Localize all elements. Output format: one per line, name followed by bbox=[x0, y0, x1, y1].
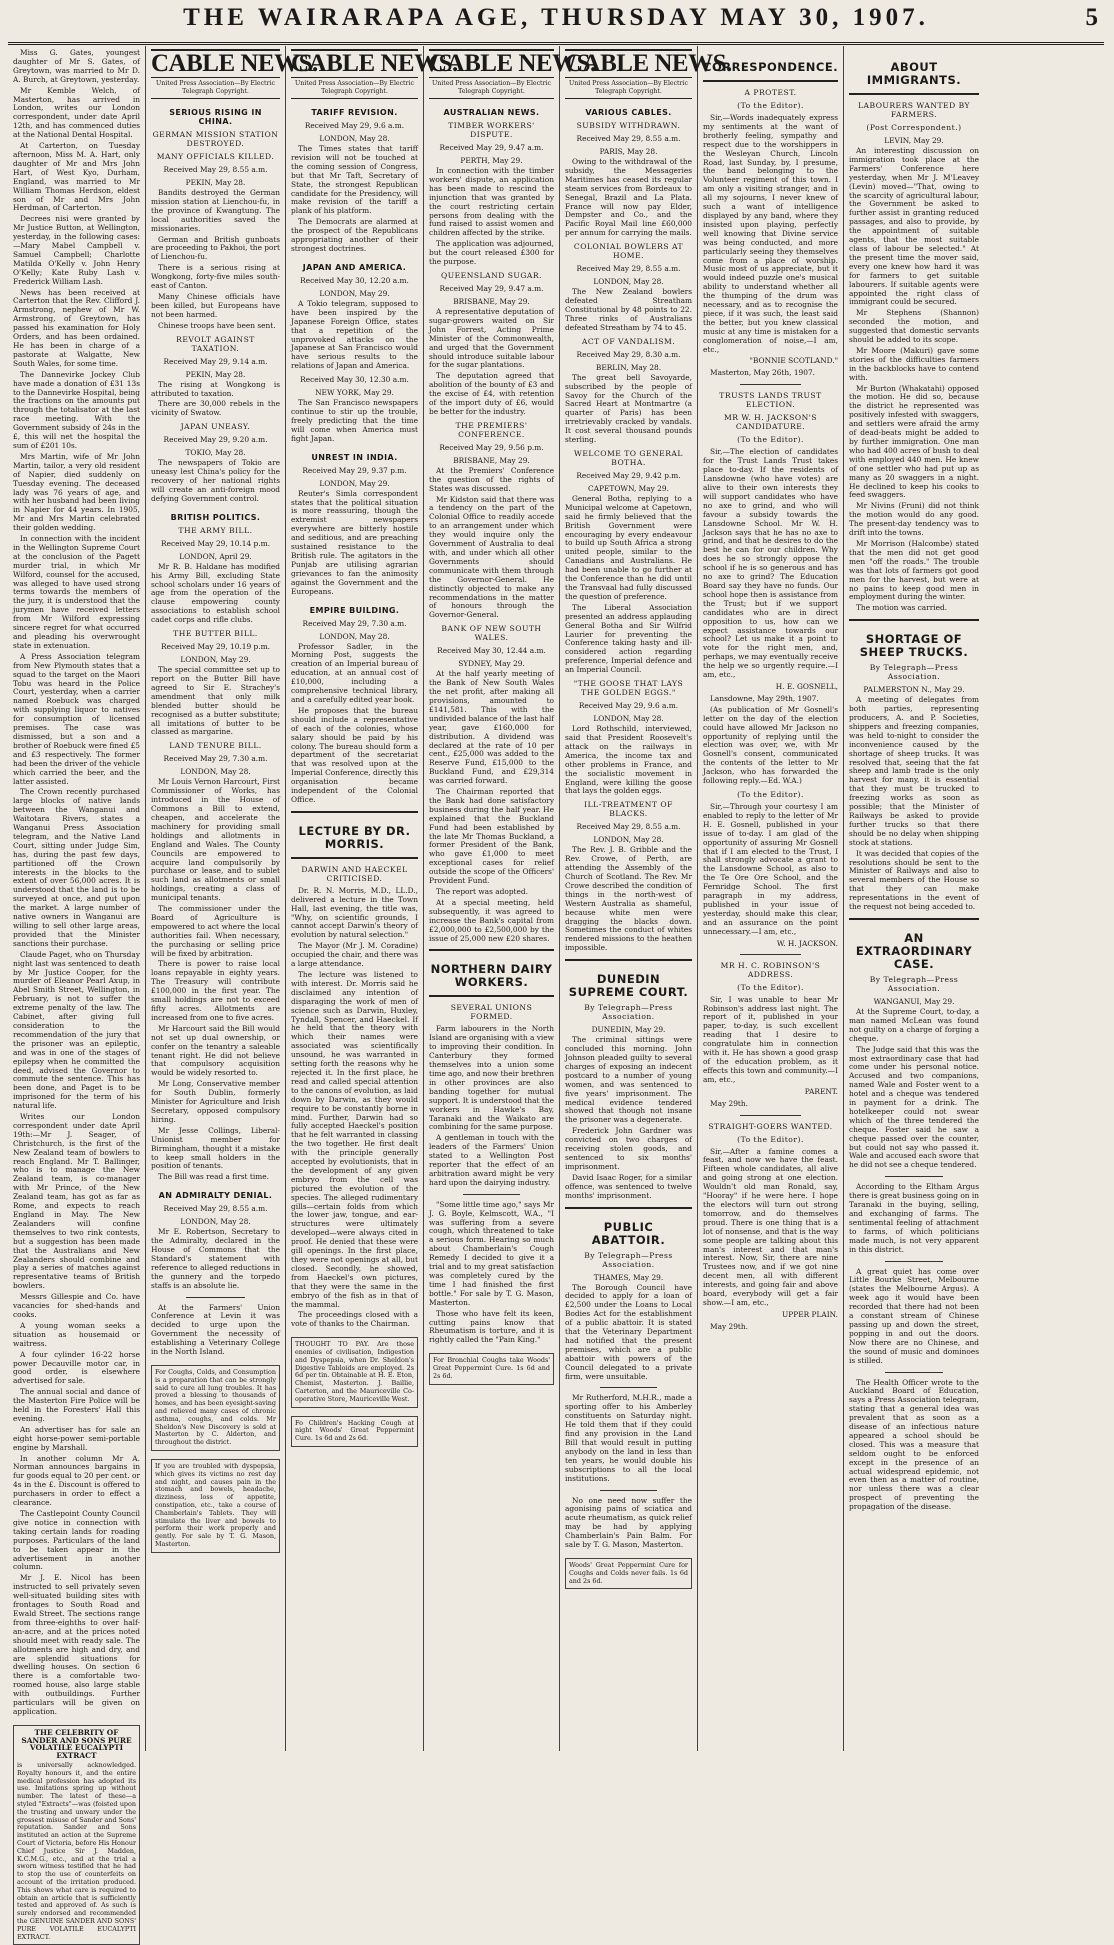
column-4 bbox=[424, 46, 596, 1751]
paragraph: Mr Burton (Whakatahi) opposed the motion. He did so, because the district he represented was positively infested with swaggers, and settlers were afraid the army of dead-beats might be added to by further immigration. One man who had 400 acres of bush to deal with employed 440 men. He knew of one settler who had put up as many as 20 swaggers in a night. He declined to keep his cooks to feed swaggers. bbox=[849, 383, 979, 500]
headline: VARIOUS CABLES. bbox=[585, 108, 672, 117]
paragraph: An advertiser has for sale an eight horse-power semi-portable engine by Marshall. bbox=[13, 1424, 140, 1452]
paragraph: Bandits destroyed the German mission station at Lienchou-fu, in the province of Kwangtung. The local authorities saved the missionaries. bbox=[151, 188, 280, 233]
paragraph: Mr Long, Conservative member for South Dublin, formerly Minister for Agriculture and Irish Secretary, opposed compulsory hiring. bbox=[151, 1079, 280, 1124]
dateline: PEKIN, May 28. bbox=[185, 178, 246, 187]
subheading: (To the Editor). bbox=[737, 1134, 804, 1144]
received-line: Received May 29, 9.47 a.m. bbox=[439, 283, 544, 293]
subheading: COLONIAL BOWLERS AT HOME. bbox=[573, 242, 684, 261]
paragraph: There are 30,000 rebels in the vicinity of Swatow. bbox=[151, 399, 280, 418]
dateline: SYDNEY, May 29. bbox=[458, 659, 525, 669]
divider bbox=[703, 80, 838, 82]
subheading: (To the Editor). bbox=[737, 435, 804, 445]
headline: UNREST IN INDIA. bbox=[311, 452, 398, 462]
headline: AN EXTRAORDINARY CASE. bbox=[855, 930, 973, 971]
divider bbox=[849, 918, 979, 920]
subheading: By Telegraph—Press Association. bbox=[869, 974, 959, 993]
received-line: Received May 29, 9.47 a.m. bbox=[439, 143, 544, 152]
paragraph: The deputation agreed that abolition of the bounty of £3 and the excise of £4, with retention of the import duty of £6, would be better for the industry. bbox=[429, 371, 554, 416]
paragraph: A great quiet has come over Little Bourke Street, Melbourne (states the Melbourne Argus). A week ago it would have been recorded that there had not been a constant stream of Chinese passing up and down the street, popping in and out the doors. Now there are no Chinese, and the sound of music and dominoes is stilled. bbox=[849, 1266, 979, 1365]
dateline: WANGANUI, May 29. bbox=[873, 996, 955, 1006]
paragraph: There is a serious rising at Wongkong, forty-five miles south-east of Canton. bbox=[151, 263, 280, 291]
received-line: Received May 29, 8.55 a.m. bbox=[163, 165, 268, 174]
subheading: TIMBER WORKERS' DISPUTE. bbox=[448, 121, 535, 139]
subheading: A PROTEST. bbox=[744, 88, 797, 97]
paragraph: The San Francisco newspapers continue to stir up the trouble, freely predicting that the time will come when America must fight Japan. bbox=[291, 398, 418, 443]
received-line: Received May 29, 9.37 p.m. bbox=[302, 465, 407, 475]
divider bbox=[740, 384, 801, 385]
paragraph: May 29th. bbox=[710, 1321, 748, 1331]
paragraph: The special committee set up to report on the Butter Bill have agreed to Sir E. Strachey's amendment that only milk blended butter should be recognised as a butter substitute; all imitations of butter to be classed as margarine. bbox=[151, 665, 280, 737]
divider bbox=[291, 857, 418, 859]
paragraph: A young woman seeks a situation as housemaid or waitress. bbox=[13, 1320, 140, 1348]
received-line: Received May 29, 10.14 p.m. bbox=[161, 538, 270, 548]
advertisement-body: is universally acknowledged. Royalty honours it, and the entire medical profession has adopted its use. Imitations spring up without number. The latest of these—a styled "Extracts"—was (foisted upon the trusting and unwary under the grossest misuse of Sander and Sons' reputation. Sander and Sons instituted an action at the Supreme Court of Victoria, before His Honour Chief Justice Sir J. Madden, K.C.M.G., etc., and at the trial a sworn witness testified that he had to stop the use of counterfeits on account of the irritation produced. This shows what care is required to obtain an article that is sufficiently tested and approved of. As such is surely endorsed and recommended the GENUINE SANDER AND SONS' PURE VOLATILE EUCALYPTI EXTRACT. bbox=[17, 1761, 136, 1941]
headline: SHORTAGE OF SHEEP TRUCKS. bbox=[859, 632, 969, 660]
dateline: CAPETOWN, May 29. bbox=[588, 483, 669, 493]
subheading: (To the Editor). bbox=[737, 982, 804, 992]
paragraph: The annual social and dance of the Masterton Fire Police will be held in the Foresters' Hall this evening. bbox=[13, 1387, 140, 1423]
divider bbox=[740, 1115, 801, 1116]
subheading: SUBSIDY WITHDRAWN. bbox=[576, 121, 681, 130]
paragraph: At the Supreme Court, to-day, a man named McLean was found not guilty on a charge of forging a cheque. bbox=[849, 1006, 979, 1043]
headline: LECTURE BY DR. MORRIS. bbox=[298, 823, 411, 851]
paragraph: Mr Moore (Makuri) gave some stories of the difficulties farmers in the backblocks have to contend with. bbox=[849, 345, 979, 382]
subheading: THE PREMIERS' CONFERENCE. bbox=[455, 420, 528, 439]
advertisement: If you are troubled with dyspepsia, which gives its victims no rest day and night, and causes pain in the stomach and bowels, headache, dizziness, loss of appetite, constipation, etc., take a course of Chamberlain's Tablets. They will stimulate the liver and bowels to perform their work properly and gently. For sale by T. G. Mason, Masterton. bbox=[151, 1459, 280, 1553]
signature: PARENT. bbox=[804, 1086, 838, 1096]
paragraph: In connection with the incident in the Wellington Supreme Court at the conclusion of the Pagett murder trial, in which Mr Wilford, counsel for the accused, was alleged to have used strong terms towards the members of the jury, it is understood that the jurymen have received letters from Mr Wilford expressing sincere regret for what occurred and pleading his overwrought state in extenuation. bbox=[13, 534, 140, 650]
received-line: Received May 29, 8.30 a.m. bbox=[576, 349, 681, 359]
divider bbox=[429, 949, 554, 951]
headline: EMPIRE BUILDING. bbox=[309, 605, 400, 615]
received-line: Received May 29, 9.6 a.m. bbox=[304, 121, 405, 130]
advertisement bbox=[13, 1725, 140, 1945]
received-line: Received May 29, 7.30 a.m. bbox=[302, 618, 407, 628]
advertisement-title: THE CELEBRITY OF SANDER AND SONS PURE VOLATILE EUCALYPTI EXTRACT bbox=[21, 1727, 132, 1761]
dateline: LONDON, May 28. bbox=[319, 631, 390, 641]
paragraph: A Tokio telegram, supposed to have been inspired by the Japanese Foreign Office, states that a repetition of the unprovoked attacks on the Japanese at San Francisco would have serious results to the relations of Japan and America. bbox=[291, 298, 418, 371]
subheading: By Telegraph—Press Association. bbox=[584, 1250, 673, 1269]
masthead-title: THE WAIRARAPA AGE, THURSDAY MAY 30, 1907. bbox=[183, 4, 929, 31]
dateline: LONDON, May 29. bbox=[180, 655, 251, 665]
paragraph: Sir,—Through your courtesy I am enabled to reply to the letter of Mr H. E. Gosnell, published in your issue of to-day. I am glad of the opportunity of assuring Mr Gosnell that if I am elected to the Trust, I shall strongly advocate a grant to the Lansdowne School, as also to the Te Ore Ore School, and the Fernridge School. The first paragraph in my address, published in your issue of yesterday, should make this clear, and an assurance on the point unnecessary.—I am, etc., bbox=[703, 802, 838, 936]
paragraph: The rising at Wongkong is attributed to taxation. bbox=[151, 379, 280, 398]
paragraph: The Chairman reported that the Bank had done satisfactory business during the half year. He explained that the Buckland Fund had been established by the late Mr Thomas Buckland, a former President of the Bank, who gave £1,000 to meet exceptional cases for relief outside the scope of the Officers' Provident Fund. bbox=[429, 787, 554, 886]
subheading: THE BUTTER BILL. bbox=[173, 629, 258, 639]
paragraph: Mr Nivins (Fruni) did not think the motion would do any good. The present-day tendency was to drift into the towns. bbox=[849, 501, 979, 538]
received-line: Received May 29, 8.55 a.m. bbox=[576, 134, 681, 143]
paragraph: Mr Morrison (Halcombe) stated that the men did not get good men "off the roads." The trouble was that lots of farmers got good men for the harvest, but were at no pains to keep good men in employment during the winter. bbox=[849, 538, 979, 602]
subheading: MANY OFFICIALS KILLED. bbox=[156, 152, 275, 161]
column-1 bbox=[8, 46, 146, 1941]
paragraph: Reuter's Simla correspondent states that the political situation is more reassuring, though the extremist newspapers everywhere are bitterly hostile and seditious, and are preaching sustained resistance to the British rule. The agitators in the Punjab are utilising agrarian grievances to fan the animosity against the Government and the Europeans. bbox=[291, 488, 418, 596]
subheading: MR H. C. ROBINSON'S ADDRESS. bbox=[720, 960, 821, 979]
cable-credit: United Press Association—By Electric Telegraph Copyright. bbox=[429, 80, 554, 99]
paragraph: Mr Stephens (Shannon) seconded the motion, and suggested that domestic servants should be added to its scope. bbox=[849, 308, 979, 345]
dateline: PARIS, May 28. bbox=[599, 147, 658, 156]
paragraph: In connection with the timber workers' dispute, an application has been made to rescind the injunction that was granted by the court restricting certain persons from dealing with the fund raised to assist women and children affected by the strike. bbox=[429, 166, 554, 238]
paragraph: Masterton, May 26th, 1907. bbox=[710, 368, 816, 378]
cable-credit: United Press Association—By Electric Telegraph Copyright. bbox=[151, 80, 280, 99]
paragraph: Decrees nisi were granted by Mr Justice Button, at Wellington, yesterday, in the following cases:—Mary Mabel Campbell v. Samuel Campbell; Charlotte Matilda O'Kelly v. John Henry O'Kelly; Kate Ruby Lash v. Frederick William Lash. bbox=[13, 214, 140, 286]
paragraph: The newspapers of Tokio are uneasy lest China's policy for the recovery of her national rights will create an anti-foreign mood defying Government control. bbox=[151, 458, 280, 503]
column-3 bbox=[286, 46, 458, 1751]
received-line: Received May 30, 12.44 a.m. bbox=[437, 646, 546, 656]
paragraph: The Dannevirke Jockey Club have made a donation of £31 13s to the Dannevirke Hospital, being the fractions on the amounts put through the totalisator at the last race meeting. With the Government subsidy of 24s in the £, this will net the hospital the sum of £201 10s. bbox=[13, 369, 140, 450]
paragraph: Mr Harcourt said the Bill would not set up dual ownership, or confer on the tenantry a saleable tenant right. He did not believe that compulsory acquisition would be widely resorted to. bbox=[151, 1023, 280, 1078]
divider bbox=[849, 93, 979, 95]
subheading: JAPAN UNEASY. bbox=[180, 422, 251, 432]
paragraph: Claude Paget, who on Thursday night last was sentenced to death by Mr Justice Cooper, for the murder of Eleanor Pearl Axup, in Abel Smith Street, Wellington, in February, is not to suffer the extreme penalty of the law. The Cabinet, after giving full consideration to the recommendation of the jury that the prisoner was an epileptic, and was in one of the stages of epilepsy when he committed the deed, advised the Governor to commute the sentence. This has been done, and Paget is to be imprisoned for the term of his natural life. bbox=[13, 949, 140, 1111]
dateline: LONDON, May 28. bbox=[180, 1217, 251, 1227]
paragraph: The Bill was read a first time. bbox=[158, 1172, 269, 1182]
paragraph: The Castlepoint County Council give notice in connection with taking certain lands for roading purposes. Particulars of the land to be taken appear in the advertisement in another column. bbox=[13, 1509, 140, 1572]
received-line: Received May 30, 12.30 a.m. bbox=[300, 375, 409, 385]
headline: DUNEDIN SUPREME COURT. bbox=[568, 972, 689, 1000]
paragraph: The motion was carried. bbox=[856, 603, 948, 613]
column-6 bbox=[698, 46, 844, 1751]
divider bbox=[600, 1387, 657, 1388]
advertisement: For Bronchial Coughs take Woods' Great Peppermint Cure. 1s 6d and 2s 6d. bbox=[429, 1353, 554, 1384]
advertisement: Woods' Great Peppermint Cure for Coughs and Colds never fails. 1s 6d and 2s 6d. bbox=[565, 1558, 692, 1589]
received-line: Received May 29, 9.42 p.m. bbox=[576, 470, 681, 480]
paragraph: The Democrats are alarmed at the prospect of the Republicans appropriating another of their strongest doctrines. bbox=[291, 217, 418, 253]
columns bbox=[8, 46, 1104, 1941]
masthead bbox=[8, 4, 1104, 45]
headline: SERIOUS RISING IN CHINA. bbox=[169, 108, 262, 126]
received-line: Received May 29, 9.56 p.m. bbox=[439, 442, 544, 452]
headline: CORRESPONDENCE. bbox=[703, 60, 839, 74]
subheading: DARWIN AND HAECKEL CRITICISED. bbox=[301, 864, 408, 883]
paragraph: It was decided that copies of the resolutions should be sent to the Minister of Railways and also to several members of the House so that they can make representations in the event of the request not being acceded to. bbox=[849, 848, 979, 912]
paragraph: The Health Officer wrote to the Auckland Board of Education, says a Press Association telegram, stating that a general idea was prevalent that as soon as a disease of an infectious nature appeared a school should be closed. This was a measure that seldom ought to be enforced except in the presence of an actual widespread epidemic, not even then as a matter of routine, nor unless there was a clear prospect of preventing the propagation of the disease. bbox=[849, 1377, 979, 1512]
paragraph: Sir,—After a famine comes a feast, and now we have the feast. Fifteen whole candidates, all alive and going strong at one election. Wouldn't old man Ronald, say, "Hooray" if he were here. I hope the electors will turn out strong tomorrow, and do themselves proud. There is one thing that is a lot of nonsense, and that is the way some people are talking about this man's interest and that man's interest. Now, Sir, there are nine Trustees now, and if we got nine decent men, all with different interests, and going fair and above board, everybody will get a fair show.—I am, etc., bbox=[703, 1146, 838, 1307]
subheading: LAND TENURE BILL. bbox=[169, 741, 262, 751]
dateline: LONDON, May 28. bbox=[593, 277, 664, 287]
received-line: Received May 29, 9.6 a.m. bbox=[578, 701, 679, 711]
dateline: BERLIN, May 28. bbox=[595, 362, 662, 372]
divider bbox=[291, 811, 418, 813]
dateline: LEVIN, May 29. bbox=[884, 136, 944, 145]
dateline: LONDON, May 28. bbox=[593, 714, 664, 724]
paragraph: At the half yearly meeting of the Bank of New South Wales the net profit, after making all provisions, amounted to £141,581. This with the undivided balance of the last half year, gave £160,000 for distribution. A dividend was declared at the rate of 10 per cent., £25,000 was added to the Reserve Fund, £15,000 to the Buckland Fund, and £29,314 was carried forward. bbox=[429, 669, 555, 786]
paragraph: Dr. R. N. Morris, M.D., LL.D., delivered a lecture in the Town Hall, last evening, the title was, "Why, on scientific grounds, I cannot accept Darwin's theory of evolution by natural selection." bbox=[291, 885, 418, 940]
paragraph: The great bell Savoyarde, subscribed by the people of Savoy for the Church of the Sacred Heart at Montmartre (a quarter of Paris) has been irretrievably cracked by vandals. It cost several thousand pounds sterling. bbox=[565, 372, 692, 445]
paragraph: Mrs Martin, wife of Mr John Martin, tailor, a very old resident of Napier, died suddenly on Tuesday evening. The deceased lady was 76 years of age, and with her husband had been living in Napier for 44 years. In 1905, Mr and Mrs Martin celebrated their golden wedding. bbox=[13, 451, 140, 533]
divider bbox=[565, 959, 692, 961]
headline: ABOUT IMMIGRANTS. bbox=[866, 60, 962, 87]
subheading: WELCOME TO GENERAL BOTHA. bbox=[574, 448, 683, 467]
paragraph: Mr Kidston said that there was a tendency on the part of the Colonial Office to readily accede to an arrangement under which they would inquire only the Government of Australia to deal with, and under which all other Governments should communicate with them through the Governor-General. He distinctly objected to make any recommendations in the matter of honours through the Governor-General. bbox=[429, 494, 554, 620]
paragraph: German and British gunboats are proceeding to Pakhoi, the port of Lienchou-fu. bbox=[151, 234, 280, 262]
received-line: Received May 29, 8.55 a.m. bbox=[576, 822, 681, 832]
subheading: REVOLT AGAINST TAXATION. bbox=[176, 334, 255, 353]
subheading: BANK OF NEW SOUTH WALES. bbox=[441, 624, 542, 643]
cable-news-title: CABLE NEWS. bbox=[429, 50, 596, 77]
subheading: STRAIGHT-GOERS WANTED. bbox=[708, 1121, 833, 1131]
received-line: Received May 29, 10.19 p.m. bbox=[161, 642, 270, 652]
dateline: LONDON, May 28. bbox=[180, 767, 251, 777]
cable-news-title: CABLE NEWS. bbox=[151, 50, 318, 77]
paragraph: The lecture was listened to with interest. Dr. Morris said he disclaimed any intention of disparaging the work of men of science such as Darwin, Huxley, Tyndall, Spencer, and Haeckel. If he held that the theory with which their names were associated was scientifically unsound, he was warranted in setting forth the reasons why he rejected it. In the first place, he read and called special attention to the canons of evolution, as laid down by Darwin, as they would require to be constantly borne in mind. Further, Darwin had so fully accepted Haeckel's position that he felt warranted in classing the two together. He first dealt with the principle generally accepted by evolutionists, that in the development of any given embryo from the cell was pictured the evolution of the species. The alleged rudimentary gills—certain folds from which the lower jaw, tongue, and ear-structures were ultimately developed—were always cited in proof. He denied that these were gill openings. In the first place, they were not openings at all, but closed. Secondly, he showed, from Haeckel's own pictures, that they were the same in the embryo of the fish as in that of the mammal. bbox=[291, 970, 418, 1309]
paragraph: The Liberal Association presented an address applauding General Botha and Sir Wilfrid Laurier for preventing the Conference taking hasty and ill-considered action regarding preference, Imperial defence and an Imperial Council. bbox=[565, 602, 692, 675]
paragraph: A gentleman in touch with the leaders of the Farmers' Union stated to a Wellington Post reporter that the effect of an arbitration award might be very hard upon the dairying industry. bbox=[429, 1133, 554, 1187]
dateline: LONDON, April 29. bbox=[179, 551, 252, 561]
paragraph: Messrs Gillespie and Co. have vacancies for shed-hands and cooks. bbox=[13, 1292, 140, 1319]
dateline: PALMERSTON N., May 29. bbox=[863, 685, 965, 695]
paragraph: According to the Eltham Argus there is great business going on in Taranaki in the buying, selling, and exchanging of farms. The sentimental feeling of attachment to farms, of which politicians made much, is not very apparent in this district. bbox=[849, 1182, 980, 1254]
paragraph: There is power to raise local loans repayable in eighty years. The Treasury will contribute £100,000 in the first year. The small holdings are not to exceed fifty acres. Allotments are increased from one to five acres. bbox=[151, 959, 280, 1022]
headline: AN ADMIRALTY DENIAL. bbox=[158, 1191, 273, 1201]
paragraph: The Times states that tariff revision will not be touched at the coming session of Congress, but that Mr Taft, Secretary of State, the strongest Republican candidate for the Presidency, will make revision of the tariff a plank of his platform. bbox=[291, 144, 418, 216]
paragraph: At Carterton, on Tuesday afternoon, Miss M. A. Hart, only daughter of Mr and Mrs John Hart, of West Kyo, Durham, England, was married to Mr William Thomas Herdson, eldest son of Mr and Mrs John Herdman, of Carterton. bbox=[13, 141, 140, 213]
received-line: Received May 29, 8.55 a.m. bbox=[576, 264, 681, 274]
cable-news-title: CABLE NEWS. bbox=[565, 50, 732, 77]
dateline: LONDON, May 28. bbox=[319, 134, 390, 143]
dateline: PEKIN, May 28. bbox=[185, 369, 246, 379]
dateline: BRISBANE, May 29. bbox=[453, 296, 530, 306]
subheading: SEVERAL UNIONS FORMED. bbox=[450, 1003, 533, 1022]
divider bbox=[565, 1207, 692, 1209]
subheading: (To the Editor). bbox=[737, 101, 804, 110]
subheading: THE ARMY BILL. bbox=[178, 525, 253, 535]
paragraph: Mr Jesse Collings, Liberal-Unionist member for Birmingham, thought it a mistake to keep small holders in the position of tenants. bbox=[151, 1125, 280, 1171]
advertisement: For Coughs, Colds, and Consumption is a preparation that can be strongly said to cure all lung troubles. It has proved a blessing to thousands of homes, and has been eyesight-saving and relieved many cases of chronic asthma, coughs, and colds. Mr Sheldon's New Discovery is sold at Masterton by C. Alderton, and throughout the district. bbox=[151, 1365, 280, 1451]
paragraph: Frederick John Gardner was convicted on two charges of receiving stolen goods, and sentenced to six months' imprisonment. bbox=[565, 1126, 692, 1171]
paragraph: The application was adjourned, but the court released £300 for the purpose. bbox=[429, 239, 554, 267]
paragraph: Chinese troops have been sent. bbox=[158, 320, 276, 330]
divider bbox=[885, 1261, 944, 1262]
headline: TARIFF REVISION. bbox=[311, 108, 398, 117]
paragraph: Lansdowne, May 29th, 1907. bbox=[710, 693, 819, 703]
paragraph: Mr R. B. Haldane has modified his Army Bill, excluding State school scholars under 16 years of age from the operation of the clause empowering county associations to establish school cadet corps and rifle clubs. bbox=[151, 561, 280, 625]
divider bbox=[740, 954, 801, 955]
subheading: (To the Editor). bbox=[737, 790, 804, 799]
received-line: Received May 29, 9.20 a.m. bbox=[163, 435, 268, 445]
divider bbox=[463, 1194, 519, 1195]
dateline: BRISBANE, May 29. bbox=[453, 455, 530, 465]
paragraph: Mr J. E. Nicol has been instructed to sell privately seven well-situated building sites with frontages to South Road and Ewald Street. The sections range from three-eighths to over half-an-acre, and at the prices noted should meet with ready sale. The allotments are high and dry, and are splendid situations for dwelling houses. On section 6 there is a comfortable two-roomed house, also large stable with outbuildings. Further particulars will be given on application. bbox=[13, 1573, 140, 1716]
paragraph: The Borough Council have decided to apply for a loan of £2,500 under the Loans to Local Bodies Act for the establishment of a public abattoir. It is stated that the Veterinary Department had notified that the present premises, which are a public abattoir with powers of the Council delegated to a private firm, were unsuitable. bbox=[565, 1282, 692, 1381]
column-5 bbox=[560, 46, 732, 1751]
paragraph: He proposes that the bureau should include a representative of each of the colonies, whose salary should be paid by his colony. The bureau should form a department of the secretariat that was resolved upon at the Imperial Conference, directly this organisation became independent of the Colonial Office. bbox=[291, 705, 418, 804]
page-number: 5 bbox=[1085, 4, 1098, 31]
paragraph: Farm labourers in the North Island are organising with a view to improving their condition. In Canterbury they formed themselves into a union some time ago, and now their brethren in other provinces are also banding together for mutual support. It is understood that the workers in Hawke's Bay, Taranaki and the Waikato are combining for the same purpose. bbox=[429, 1024, 554, 1132]
dateline: LONDON, May 29. bbox=[319, 478, 390, 488]
paragraph: Mr Kemble Welch, of Masterton, has arrived in London, writes our London correspondent, under date April 12th, and has commenced duties at the National Dental Hospital. bbox=[13, 85, 140, 140]
paragraph: The Mayor (Mr J. M. Coradine) occupied the chair, and there was a large attendance. bbox=[291, 941, 418, 969]
paragraph: The Crown recently purchased large blocks of native lands between the Wanganui and Waitotara Rivers, states a Wanganui Press Association telegram, and the Native Land Court, sitting under Judge Sim, has, during the past few days, partitioned off the Crown interests in the blocks to the extent of over 56,000 acres. It is understood that the land is to be surveyed at once, and put upon the market. A large number of native owners in Wanganui are willing to sell other large areas, provided that the Minister sanctions their purchase. bbox=[13, 787, 140, 948]
cable-news-title: CABLE NEWS. bbox=[291, 50, 458, 77]
paragraph: In another column Mr A. Norman announces bargains in fur goods equal to 20 per cent. or 4s in the £. Discount is offered to purchasers in order to effect a clearance. bbox=[13, 1453, 140, 1508]
paragraph: At a special meeting, held subsequently, it was agreed to increase the Bank's capital from £2,000,000 to £2,500,000 by the issue of 25,000 new £20 shares. bbox=[429, 897, 554, 943]
paragraph: Owing to the withdrawal of the subsidy, the Messageries Maritimes has ceased its regular steam services from Bordeaux to Senegal, Brazil and La Plata. France will now pay Elder, Dempster and Co., and the Pacific Royal Mail line £60,000 per annum for carrying the mails. bbox=[565, 157, 692, 238]
paragraph: The proceedings closed with a vote of thanks to the Chairman. bbox=[291, 1310, 418, 1329]
paragraph: The report was adopted. bbox=[436, 887, 528, 896]
subheading: ACT OF VANDALISM. bbox=[581, 336, 676, 346]
paragraph: News has been received at Carterton that the Rev. Clifford J. Armstrong, nephew of Mr W. Armstrong, of Greytown, has passed his examination for Holy Orders, and has been ordained. He has been in charge of a pastorate at Walgatte, New South Wales, for some time. bbox=[13, 287, 140, 368]
paragraph: General Botha, replying to a Municipal welcome at Capetown, said he firmly believed that the British Government were encouraging by every endeavour to build up South Africa a strong united people, similar to the Canadians and Australians. He had been unable to go further at the Conference than he did until the Transvaal had fully discussed the question of preference. bbox=[565, 493, 692, 601]
signature: H. E. GOSNELL, bbox=[775, 681, 838, 691]
dateline: LONDON, May 29. bbox=[319, 288, 390, 298]
cable-credit: United Press Association—By Electric Telegraph Copyright. bbox=[565, 80, 692, 99]
divider bbox=[429, 995, 554, 997]
divider bbox=[885, 1176, 944, 1177]
paragraph: A meeting of delegates from both parties, representing producers, A. and P. Societies, shippers and freezing companies, was held to-night to consider the inconvenience caused by the shortage of sheep trucks. It was resolved that, seeing that the fat sheep and lamb trade is the only harvest for many, it is essential that they must be trucked to freezing works as soon as possible; that the Minister of Railways be asked to provide further trucks so that there should be no delay when shipping stock at stations. bbox=[849, 695, 979, 847]
paragraph: Those who have felt its keen, cutting pains know that Rheumatism is torture, and it is rightly called the "Pain King." bbox=[429, 1308, 554, 1345]
subheading: MR W. H. JACKSON'S CANDIDATURE. bbox=[723, 413, 818, 432]
cable-credit: United Press Association—By Electric Telegraph Copyright. bbox=[291, 80, 418, 99]
divider bbox=[885, 1372, 944, 1373]
paragraph: Mr E. Robertson, Secretary to the Admiralty, declared in the House of Commons that the Standard's statement with reference to alleged reductions in the gunnery and the torpedo staffs is an absolute lie. bbox=[151, 1227, 280, 1290]
dateline: DUNEDIN, May 29. bbox=[591, 1025, 666, 1035]
paragraph: Mr Rutherford, M.H.R., made a sporting offer to his Amberley constituents on Saturday night. He told them that if they could find any provision in the Land Bill that would result in putting anybody on the land in less than ten years, he would double his subscriptions to all the local institutions. bbox=[565, 1393, 692, 1483]
paragraph: At the Farmers' Union Conference at Levin it was decided to urge upon the Government the necessity of establishing a Veterinary College in the North Island. bbox=[151, 1302, 280, 1357]
paragraph: Sir,—Words inadequately express my sentiments at the want of brotherly feeling, sympathy and respect due to the worshippers in the Wesleyan Church, Lincoln Road, last Sunday, by, I presume, the band belonging to the Volunteer regiment of this town. I am only a visiting stranger, and in all my sojourns, I never knew of such a want of intelligence displayed by any band, where they insisted upon playing, perfectly well knowing that Divine service was being conducted, and more particularly seeing they themselves come from a place of worship. Music most of us appreciate, but it would indeed puzzle one's musical ability to understand whether all the thumping of the drum was necessary, and as to recognise the piece, if it was such, the least said the better, but you knew classical music at any time is mistaken for a conglomeration of noise,—I am, etc., bbox=[703, 113, 838, 354]
dateline: PERTH, May 29. bbox=[460, 156, 523, 165]
paragraph: Many Chinese officials have been killed, but Europeans have not been harmed. bbox=[151, 291, 280, 319]
subheading: (Post Correspondent.) bbox=[866, 123, 962, 132]
received-line: Received May 30, 12.20 a.m. bbox=[300, 275, 409, 285]
paragraph: Miss G. Gates, youngest daughter of Mr S. Gates, of Greytown, was married to Mr D. A. Burch, at Greytown, yesterday. bbox=[13, 48, 140, 84]
paragraph: (As publication of Mr Gosnell's letter on the day of the election could have allowed Mr Jackson no opportunity of replying until the election was over, we, with Mr Gosnell's consent, communicated the contents of the letter to Mr Jackson, who has forwarded the following reply.—Ed. W.A.) bbox=[703, 704, 838, 786]
divider bbox=[849, 619, 979, 621]
paragraph: An interesting discussion on immigration took place at the Farmers' Conference here yesterday, when Mr J. M'Leavey (Levin) moved—"That, owing to the scarcity of agricultural labour, the Government be asked to further assist in granting reduced passages, and also to provide, by the appointment of suitable agents, that the most suitable class of labour be selected." At the present time the mover said, every one knew how hard it was for farmers to get suitable labourers. If suitable agents were appointed the right class of immigrant could be secured. bbox=[849, 146, 979, 307]
paragraph: David Isaac Roger, for a similar offence, was sentenced to twelve months' imprisonment. bbox=[565, 1172, 692, 1200]
paragraph: At the Premiers' Conference the question of the rights of States was discussed. bbox=[429, 465, 554, 493]
subheading: TRUSTS LANDS TRUST ELECTION. bbox=[719, 391, 822, 410]
paragraph: A Press Association telegram from New Plymouth states that a squad to the target on the Maori Tobu was heard in the Police Court, yesterday, when a carrier named Roebuck was charged with supplying liquor to natives for consumption of licensed premises. The case was dismissed, but a son and a brother of Roebuck were fined £5 and £3 respectively. The former had been the driver of the vehicle which carried the beer, and the latter assisted. bbox=[13, 651, 140, 786]
dateline: NEW YORK, May 29. bbox=[315, 388, 394, 398]
paragraph: Writes our London correspondent under date April 19th:—Mr J. Seager, of Christchurch, is the first of the New Zealand team of bowlers to reach England. Mr T. Ballinger, who is to manage the New Zealand team, is co-manager with Mr Prince, of the New Zealand team, has got as far as Rome, and expects to reach England in May. The New Zealanders will confine themselves to two rink contests, but a suggestion has been made that the Australians and New Zealanders should combine and play a series of matches against representative teams of British bowlers. bbox=[13, 1112, 140, 1291]
subheading: By Telegraph—Press Association. bbox=[869, 663, 959, 682]
headline: AUSTRALIAN NEWS. bbox=[443, 108, 540, 117]
column-7 bbox=[844, 46, 984, 1751]
subheading: By Telegraph—Press Association. bbox=[584, 1003, 673, 1022]
paragraph: Sir,—The election of candidates for the Trust Lands Trust takes place to-day. If the residents of Lansdowne (who have votes) are alive to their own interests they will support candidates who have no axe to grind, and who will favour a subsidy towards the Lansdowne School. Mr W. H. Jackson says that he has no axe to grind, and that he desires to do the best he can for our children. Why does he so strongly oppose the school if he is so generous and has no axe to grind? The Education Board say they have no funds. Our school hope then is assistance from the Trust; but if we support candidates who are in direct opposition to us, how can we expect assistance towards our school? Let us make it a point to vote for the right men, and, perhaps, we may eventually receive the help we so urgently require.—I am, etc., bbox=[703, 447, 838, 680]
received-line: Received May 29, 8.55 a.m. bbox=[163, 1204, 268, 1214]
paragraph: Sir, I was unable to hear Mr Robinson's address last night. The report of it, published in your paper, to-day, is such excellent reading that I desire to congratulate him in connection with it. He has shown a good grasp of the education problem, as it effects this town and community.—I am, etc., bbox=[703, 994, 838, 1084]
subheading: LABOURERS WANTED BY FARMERS. bbox=[857, 101, 971, 119]
received-line: Received May 29, 9.14 a.m. bbox=[163, 356, 268, 366]
headline: BRITISH POLITICS. bbox=[170, 512, 261, 522]
paragraph: May 29th. bbox=[710, 1098, 748, 1108]
advertisement: Fo Children's Hacking Cough at night Woods' Great Peppermint Cure. 1s 6d and 2s 6d. bbox=[291, 1416, 418, 1447]
paragraph: No one need now suffer the agonising pains of sciatica and acute rheumatism, as quick relief may be had by applying Chamberlain's Pain Balm. For sale by T. G. Mason, Masterton. bbox=[565, 1495, 692, 1550]
paragraph: The New Zealand bowlers defeated Streatham Constitutional by 48 points to 22. Three rinks of Australians defeated Streatham by 74 to 45. bbox=[565, 287, 692, 332]
paragraph: A representative deputation of sugar-growers waited on Sir John Forrest, Acting Prime Minister of the Commonwealth, and urged that the Government should introduce suitable labour for the sugar plantations. bbox=[429, 306, 554, 370]
advertisement: THOUGHT TO PAY. Are those enemies of civilisation, Indigestion and Dyspepsia, when Dr. Sheldon's Digestive Tabloids are employed. 2s 6d per tin. Obtainable at H. E. Eton, Chemist, Masterton. J. Baillie, Carterton, and the Mauriceville Co-operative Store, Mauriceville West. bbox=[291, 1337, 418, 1407]
signature: W. H. JACKSON. bbox=[776, 938, 838, 948]
paragraph: Mr Louis Vernon Harcourt, First Commissioner of Works, has introduced in the House of Commons a Bill to extend, cheapen, and accelerate the machinery for providing small holdings and allotments in England and Wales. The County Councils are empowered to acquire land compulsorily by purchase or lease, and to sublet such land as allotments or small holdings, creating a class of municipal tenants. bbox=[151, 777, 280, 903]
paragraph: "Some little time ago," says Mr J. G. Boyle, Kelmscott, W.A., "I was suffering from a severe cough, which threatened to take a serious form. Hearing so much about Chamberlain's Cough Remedy I decided to give it a trial and to my great satisfaction was completely cured by the time I had finished the first bottle." For sale by T. G. Mason, Masterton. bbox=[429, 1199, 554, 1307]
divider bbox=[600, 1490, 657, 1491]
paragraph: Professor Sadler, in the Morning Post, suggests the creation of an Imperial bureau of education, at an annual cost of £10,000, including a comprehensive technical library, and a carefully edited year book. bbox=[291, 641, 418, 704]
column-2 bbox=[146, 46, 318, 1751]
dateline: TOKIO, May 28. bbox=[185, 448, 246, 458]
headline: NORTHERN DAIRY WORKERS. bbox=[430, 962, 553, 990]
paragraph: The Judge said that this was the most extraordinary case that had come under his personal notice. Accused and two companions, named Wale and Foster went to a hotel and a cheque was tendered in payment for a drink. The hotelkeeper could not swear which of the three tendered the cheque. Foster said he saw a cheque passed over the counter, but could not say who passed it. Wale and accused each swore that he did not see a cheque tendered. bbox=[849, 1044, 979, 1170]
received-line: Received May 29, 7.30 a.m. bbox=[163, 754, 268, 764]
subheading: "THE GOOSE THAT LAYS THE GOLDEN EGGS." bbox=[573, 679, 684, 698]
divider bbox=[186, 1297, 244, 1298]
dateline: LONDON, May 28. bbox=[593, 835, 664, 845]
subheading: GERMAN MISSION STATION DESTROYED. bbox=[152, 130, 279, 148]
signature: "BONNIE SCOTLAND." bbox=[749, 356, 838, 366]
signature: UPPER PLAIN. bbox=[782, 1309, 838, 1319]
paragraph: Lord Rothschild, interviewed, said that President Roosevelt's attack on the railways in America, the income tax and other problems in France, and the socialistic movement in England, were killing the goose that lays the golden eggs. bbox=[565, 724, 692, 796]
paragraph: The commissioner under the Board of Agriculture is empowered to act where the local authorities fail. When necessary, the purchasing or selling price will be fixed by arbitration. bbox=[151, 904, 280, 958]
subheading: ILL-TREATMENT OF BLACKS. bbox=[584, 800, 673, 819]
paragraph: The Rev. J. B. Gribble and the Rev. Crowe, of Perth, are attending the Assembly of the Church of Scotland. The Rev. Mr Crowe described the condition of things in the north-west of Western Australia as shameful, because white men were dragging the blacks down. Sometimes the conduct of whites rendered missions to the heathen impossible. bbox=[565, 845, 692, 953]
subheading: QUEENSLAND SUGAR. bbox=[440, 270, 542, 280]
paragraph: The criminal sittings were concluded this morning. John Johnson pleaded guilty to several charges of exposing an indecent postcard to a number of young women, and was sentenced to five years' imprisonment. The medical evidence tendered showed that though not insane the prisoner was a degenerate. bbox=[565, 1035, 692, 1125]
headline: PUBLIC ABATTOIR. bbox=[591, 1219, 666, 1247]
dateline: THAMES, May 29. bbox=[593, 1272, 664, 1282]
headline: JAPAN AND AMERICA. bbox=[302, 262, 407, 272]
paragraph: A four cylinder 16-22 horse power Decauville motor car, in good order, is elsewhere advertised for sale. bbox=[13, 1349, 140, 1386]
